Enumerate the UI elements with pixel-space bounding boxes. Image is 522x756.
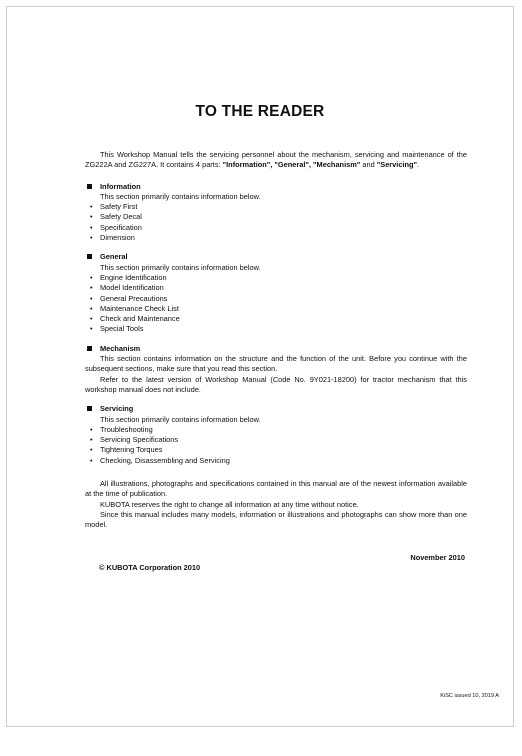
intro-separator: . bbox=[417, 160, 420, 170]
list-item-text: Model Identification bbox=[100, 283, 164, 293]
list-item-text: General Precautions bbox=[100, 293, 168, 303]
list-item bbox=[85, 273, 467, 283]
section-heading bbox=[85, 404, 467, 414]
closing-paragraph: KUBOTA reserves the right to change all information at any time without notice. bbox=[100, 499, 359, 509]
list-item bbox=[85, 324, 467, 334]
intro-separator: , bbox=[308, 160, 314, 170]
bullet-icon: • bbox=[90, 303, 93, 313]
intro-part-servicing: "Servicing" bbox=[376, 160, 418, 170]
page-title: TO THE READER bbox=[195, 103, 325, 120]
mechanism-paragraph: Refer to the latest version of Workshop Manual (Code No. 9Y021-18200) for tractor mechanism that this workshop manual does not include. bbox=[85, 374, 467, 394]
bullet-icon: • bbox=[90, 314, 93, 324]
issue-footer: KiSC issued 10, 2019 A bbox=[440, 693, 499, 699]
intro-part-information: "Information" bbox=[222, 160, 271, 170]
section-heading-text: Mechanism bbox=[100, 343, 141, 353]
intro-text: This Workshop Manual tells the servicing personnel about the mechanism, servicing and maintenance of the ZG222A and ZG227A. It contains 4 parts: bbox=[85, 150, 467, 170]
list-item-text: Special Tools bbox=[100, 324, 144, 334]
bullet-icon: • bbox=[90, 212, 93, 222]
section-heading-text: General bbox=[100, 252, 128, 262]
document-body bbox=[85, 150, 467, 531]
mechanism-paragraph: This section contains information on the structure and the function of the unit. Before you continue with the subsequent sections, make sure that you read this section. bbox=[85, 354, 467, 374]
list-item-text: Checking, Disassembling and Servicing bbox=[100, 455, 230, 465]
section-heading bbox=[85, 344, 467, 354]
list-item-text: Troubleshooting bbox=[100, 424, 153, 434]
section-information bbox=[85, 182, 467, 244]
bullet-icon: • bbox=[90, 272, 93, 282]
square-bullet-icon bbox=[87, 406, 92, 411]
bullet-icon: • bbox=[90, 233, 93, 243]
list-item bbox=[85, 202, 467, 212]
list-item-text: Engine Identification bbox=[100, 272, 167, 282]
publication-date: November 2010 bbox=[410, 553, 465, 562]
list-item bbox=[85, 456, 467, 466]
section-mechanism bbox=[85, 344, 467, 395]
list-item bbox=[85, 304, 467, 314]
list-item-text: Safety Decal bbox=[100, 212, 142, 222]
intro-separator: and bbox=[360, 160, 377, 170]
list-item bbox=[85, 314, 467, 324]
bullet-icon: • bbox=[90, 283, 93, 293]
list-item bbox=[85, 294, 467, 304]
bullet-list bbox=[85, 202, 467, 243]
closing-paragraph: All illustrations, photographs and specifications contained in this manual are of the newest information available at the time of publication. bbox=[85, 479, 467, 499]
list-item bbox=[85, 223, 467, 233]
section-heading bbox=[85, 252, 467, 262]
section-heading-text: Information bbox=[100, 181, 141, 191]
intro-part-general: "General" bbox=[274, 160, 309, 170]
list-item bbox=[85, 233, 467, 243]
closing-paragraph: Since this manual includes many models, information or illustrations and photographs can show more than one model. bbox=[85, 509, 467, 530]
bullet-icon: • bbox=[90, 324, 93, 334]
list-item-text: Safety First bbox=[100, 202, 138, 212]
square-bullet-icon bbox=[87, 184, 92, 189]
section-heading bbox=[85, 182, 467, 192]
square-bullet-icon bbox=[87, 346, 92, 351]
bullet-icon: • bbox=[90, 455, 93, 465]
document-page bbox=[6, 6, 514, 727]
section-intro: This section primarily contains information below. bbox=[100, 414, 261, 424]
bullet-icon: • bbox=[90, 293, 93, 303]
list-item-text: Specification bbox=[100, 222, 142, 232]
bullet-icon: • bbox=[90, 424, 93, 434]
list-item-text: Check and Maintenance bbox=[100, 314, 180, 324]
bullet-icon: • bbox=[90, 222, 93, 232]
intro-paragraph bbox=[85, 150, 467, 171]
section-intro: This section primarily contains information below. bbox=[100, 191, 261, 201]
list-item-text: Tightening Torques bbox=[100, 445, 163, 455]
list-item-text: Dimension bbox=[100, 233, 135, 243]
list-item bbox=[85, 445, 467, 455]
intro-part-mechanism: "Mechanism" bbox=[313, 160, 361, 170]
list-item bbox=[85, 283, 467, 293]
bullet-icon: • bbox=[90, 445, 93, 455]
intro-separator: , bbox=[270, 160, 275, 170]
bullet-icon: • bbox=[90, 202, 93, 212]
list-item-text: Servicing Specifications bbox=[100, 435, 179, 445]
bullet-list bbox=[85, 273, 467, 335]
bullet-list bbox=[85, 425, 467, 466]
list-item bbox=[85, 435, 467, 445]
copyright-notice: © KUBOTA Corporation 2010 bbox=[99, 563, 201, 572]
section-intro: This section primarily contains information below. bbox=[100, 262, 261, 272]
square-bullet-icon bbox=[87, 254, 92, 259]
closing-notes bbox=[85, 479, 467, 530]
list-item-text: Maintenance Check List bbox=[100, 303, 179, 313]
list-item bbox=[85, 425, 467, 435]
section-general bbox=[85, 252, 467, 334]
bullet-icon: • bbox=[90, 435, 93, 445]
section-servicing bbox=[85, 404, 467, 466]
section-heading-text: Servicing bbox=[100, 404, 134, 414]
list-item bbox=[85, 212, 467, 222]
